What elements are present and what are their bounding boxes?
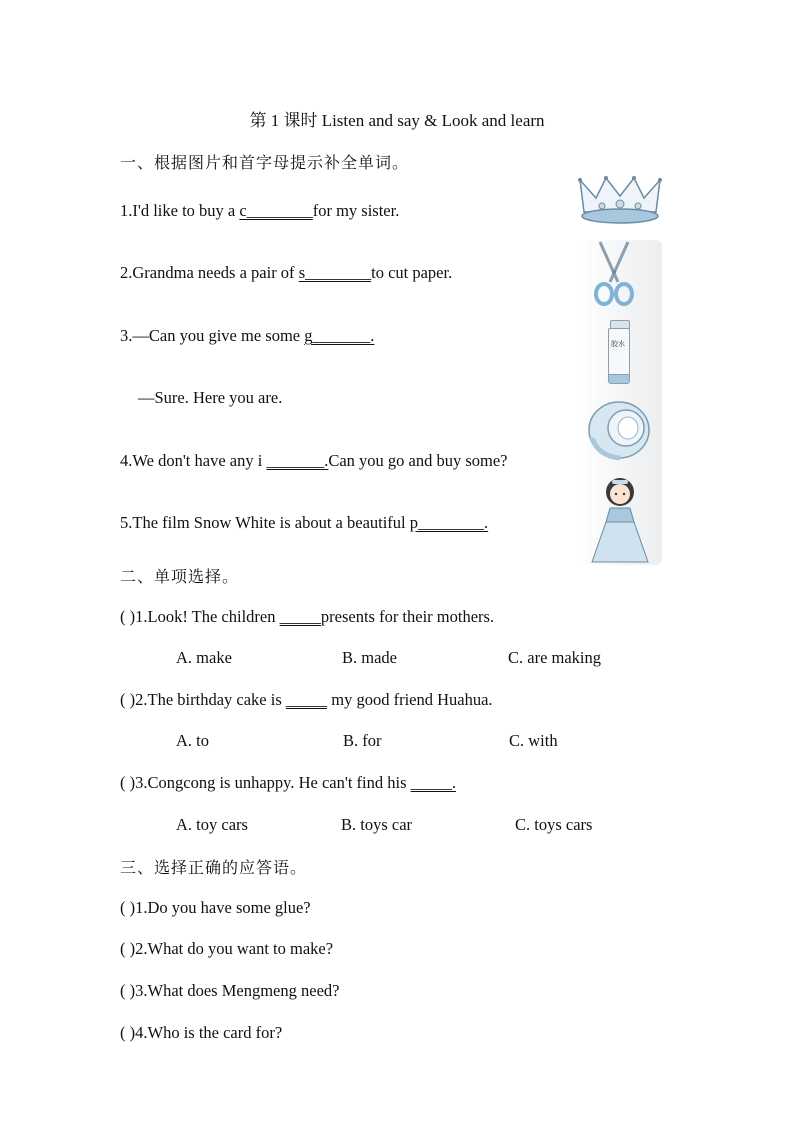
- scissors-icon: [592, 240, 636, 308]
- s2-q1-option-a[interactable]: A. make: [176, 648, 232, 667]
- s1-question-5: [120, 513, 488, 533]
- princess-icon: [590, 474, 650, 564]
- s1-q2-text: 2.Grandma needs a pair of: [120, 263, 299, 282]
- s3-item-1: [120, 898, 311, 918]
- tape-roll-icon: [586, 398, 652, 462]
- s3-item-2-answer-box[interactable]: ( ): [120, 939, 136, 958]
- s3-item-4-text: 4.Who is the card for?: [135, 1023, 283, 1042]
- s2-q3-option-b[interactable]: B. toys car: [341, 815, 413, 834]
- s2-q2-answer-box[interactable]: ( ): [120, 690, 136, 709]
- section2-heading: 二、单项选择。: [120, 567, 240, 586]
- s2-question-1: [120, 607, 494, 627]
- s2-q2-option-c[interactable]: C. with: [509, 731, 558, 750]
- s3-item-1-text: 1.Do you have some glue?: [135, 898, 311, 917]
- s1-q2-tail: to cut paper.: [371, 263, 453, 282]
- s3-item-3-answer-box[interactable]: ( ): [120, 981, 136, 1000]
- s2-q1-blank: _____: [279, 607, 321, 626]
- s2-question-3: [120, 773, 456, 793]
- s2-q2-text: 2.The birthday cake is: [135, 690, 286, 709]
- s1-q3-blank[interactable]: g_______.: [304, 326, 375, 345]
- s3-item-2-text: 2.What do you want to make?: [135, 939, 334, 958]
- s3-item-3: [120, 981, 339, 1001]
- s1-question-2: [120, 263, 452, 283]
- s1-q1-text: 1.I'd like to buy a: [120, 201, 240, 220]
- glue-label: 胶水: [611, 340, 625, 348]
- s3-item-2: [120, 939, 333, 959]
- s2-q2-option-b[interactable]: B. for: [343, 731, 382, 750]
- s1-q4-blank[interactable]: _______.: [266, 451, 329, 470]
- s1-question-4: [120, 451, 508, 471]
- s2-q1-option-b[interactable]: B. made: [342, 648, 397, 667]
- s3-item-1-answer-box[interactable]: ( ): [120, 898, 136, 917]
- s2-q1-option-c[interactable]: C. are making: [508, 648, 602, 667]
- s2-q2-tail: my good friend Huahua.: [327, 690, 493, 709]
- s2-q2-blank: _____: [285, 690, 328, 709]
- s2-q1-answer-box[interactable]: ( ): [120, 607, 136, 626]
- s2-q3-text: 3.Congcong is unhappy. He can't find his: [135, 773, 411, 792]
- page-title: 第 1 课时 Listen and say & Look and learn: [249, 111, 545, 130]
- s2-question-2: [120, 690, 493, 710]
- s2-q3-option-c[interactable]: C. toys cars: [515, 815, 593, 834]
- s1-q5-blank[interactable]: p________.: [409, 513, 489, 532]
- s1-q1-blank[interactable]: c________: [239, 201, 313, 220]
- s3-item-4: [120, 1023, 282, 1043]
- s2-q2-option-a[interactable]: A. to: [176, 731, 209, 750]
- glue-stick-icon: [608, 320, 630, 384]
- crown-icon: [578, 172, 662, 228]
- s1-q3-text: 3.—Can you give me some: [120, 326, 305, 345]
- s1-question-3: [120, 326, 374, 346]
- s1-question-1: [120, 201, 399, 221]
- s1-q4-text: 4.We don't have any i: [120, 451, 267, 470]
- s1-question-3-reply: —Sure. Here you are.: [138, 388, 283, 407]
- s3-item-3-text: 3.What does Mengmeng need?: [135, 981, 340, 1000]
- s1-q5-text: 5.The film Snow White is about a beautiful: [120, 513, 410, 532]
- s2-q1-text: 1.Look! The children: [135, 607, 280, 626]
- section1-heading: 一、根据图片和首字母提示补全单词。: [120, 153, 410, 172]
- section3-heading: 三、选择正确的应答语。: [120, 858, 308, 877]
- s2-q3-option-a[interactable]: A. toy cars: [176, 815, 248, 834]
- s2-q1-tail: presents for their mothers.: [320, 607, 495, 626]
- s1-q1-tail: for my sister.: [312, 201, 400, 220]
- s3-item-4-answer-box[interactable]: ( ): [120, 1023, 136, 1042]
- s1-q4-tail: Can you go and buy some?: [328, 451, 508, 470]
- s2-q3-blank: _____.: [410, 773, 456, 792]
- s1-q2-blank[interactable]: s________: [298, 263, 372, 282]
- s2-q3-answer-box[interactable]: ( ): [120, 773, 136, 792]
